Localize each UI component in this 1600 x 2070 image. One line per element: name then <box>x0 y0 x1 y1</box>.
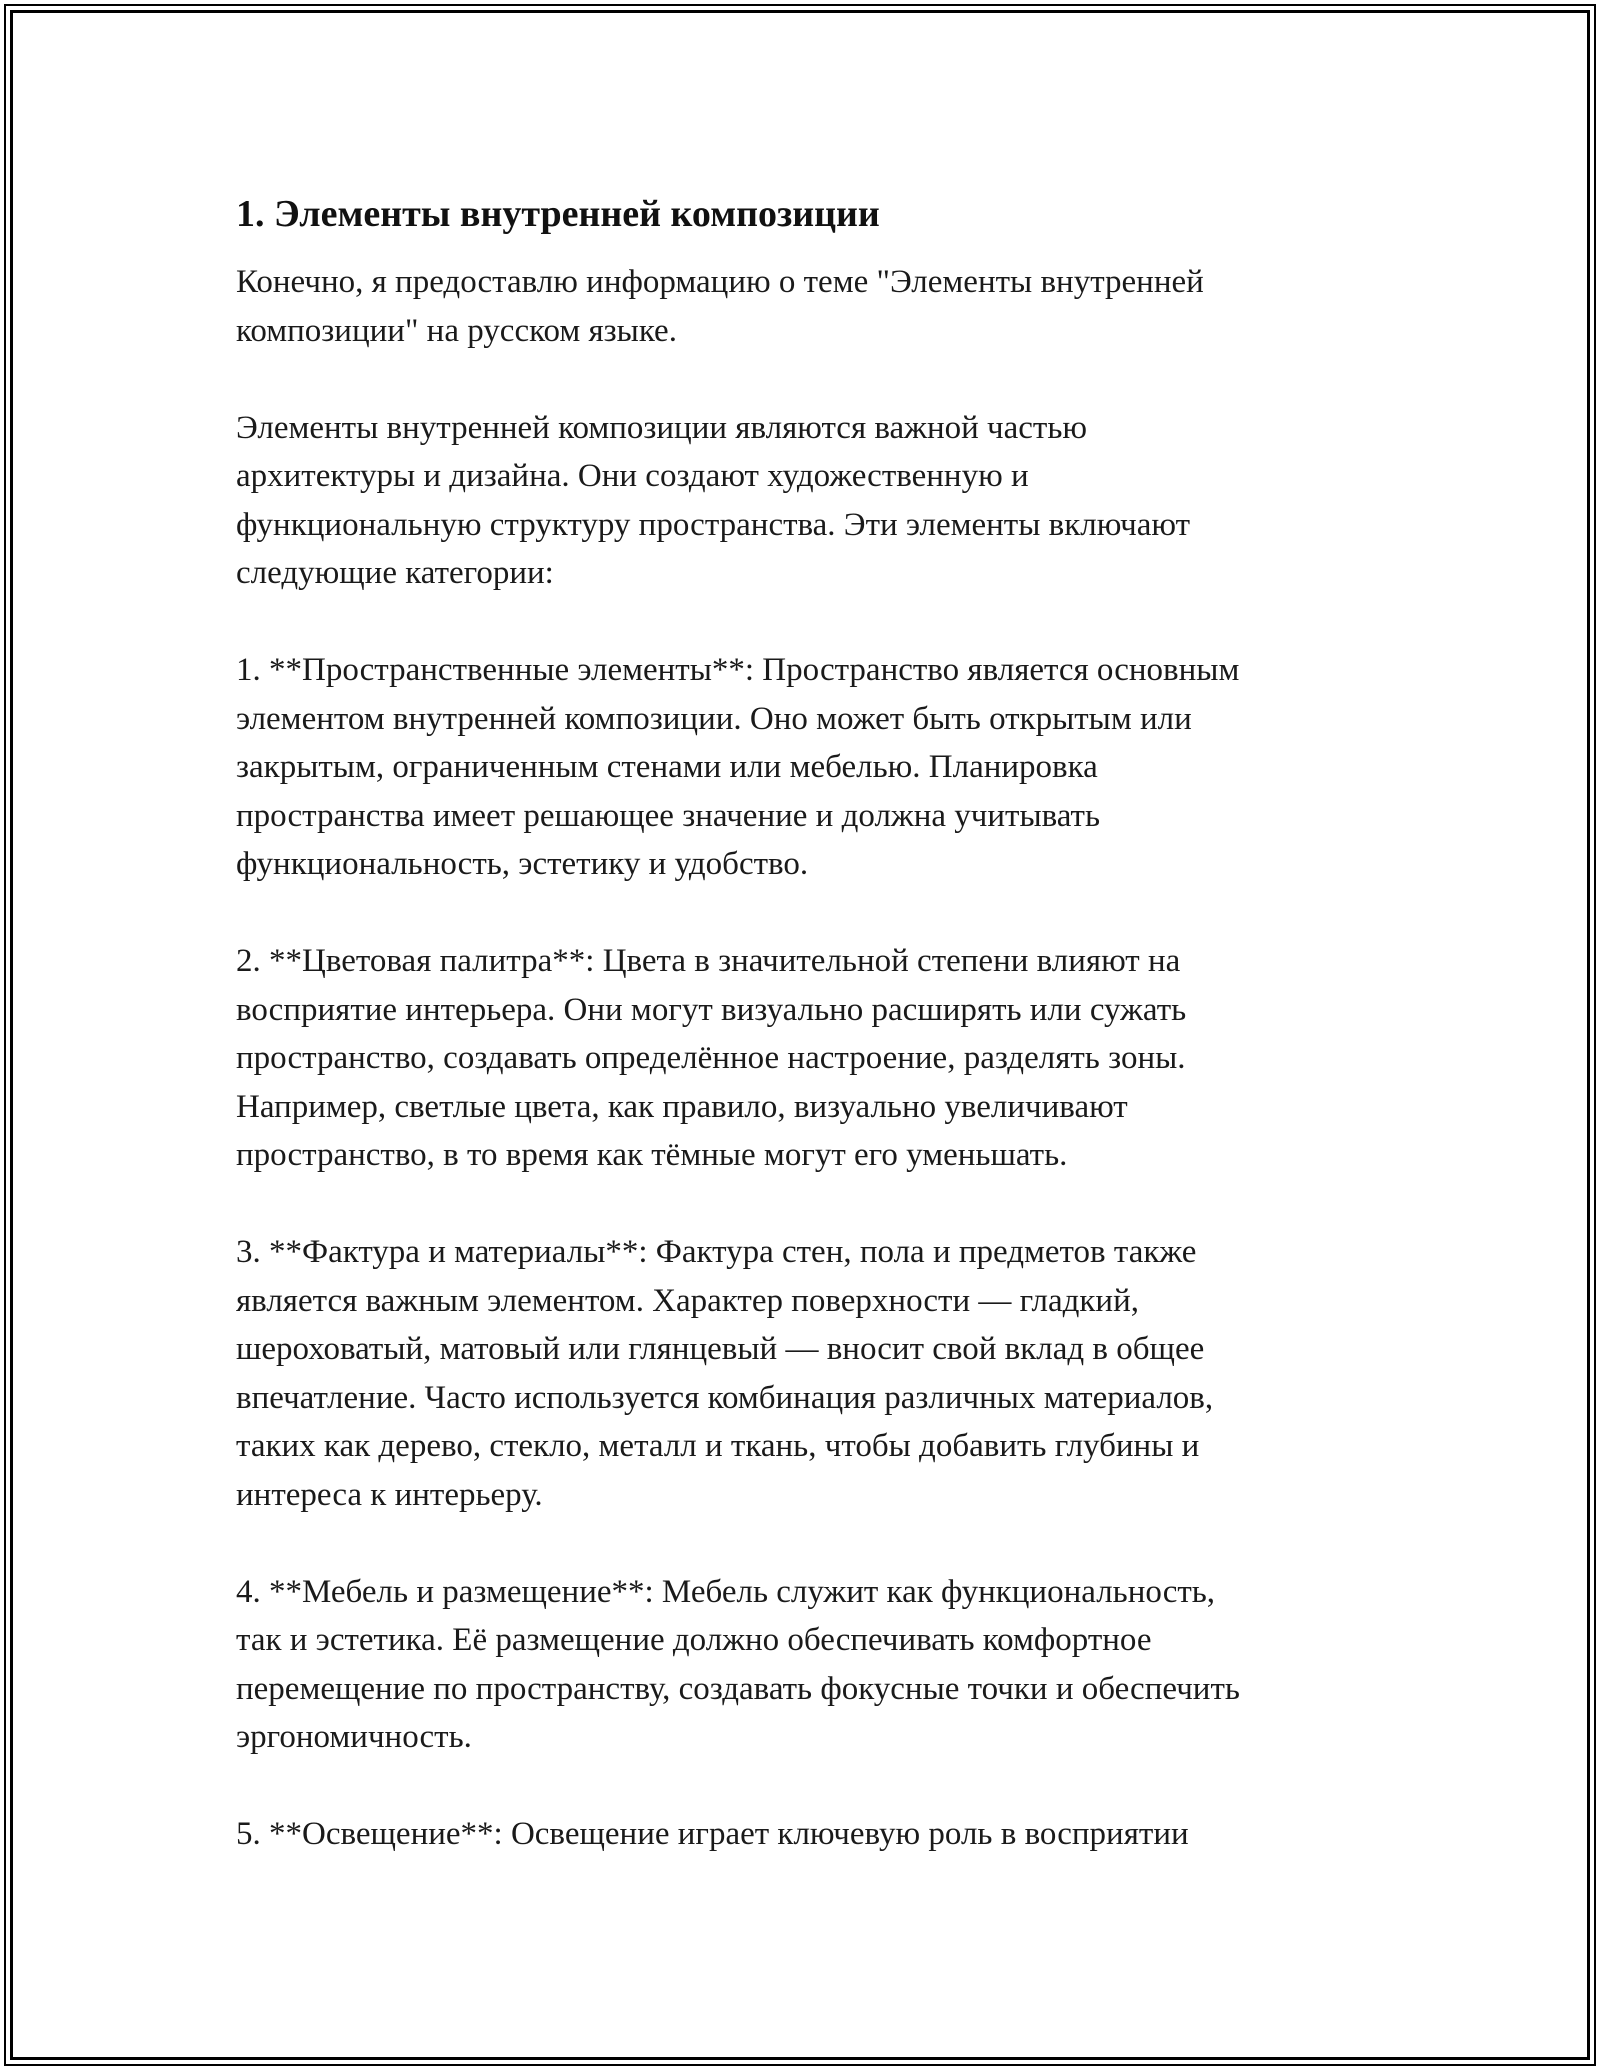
paragraph-overview: Элементы внутренней композиции являются важной частью архитектуры и дизайна. Они создают художественную и функциональную структуру пространства. Эти элементы включают следующие категории: <box>236 409 1191 591</box>
paragraph-intro: Конечно, я предоставлю информацию о теме "Элементы внутренней композиции" на русском языке. <box>236 264 1204 349</box>
document-title: 1. Элементы внутренней композиции <box>236 193 880 235</box>
paragraph-item-3-texture: 3. **Фактура и материалы**: Фактура стен, пола и предметов также является важным элементом. Характер поверхности — гладкий, шероховатый, матовый или глянцевый — вносит свой вклад в общее впечатление. Часто используется комбинация различных материалов, таких как дерево, стекло, металл и ткань, чтобы добавить глубины и интереса к интерьеру. <box>236 1234 1214 1513</box>
paragraph-item-5-lighting: 5. **Освещение**: Освещение играет ключевую роль в восприятии <box>236 1816 1189 1852</box>
document-body <box>236 184 1386 1859</box>
paragraph-item-4-furniture: 4. **Мебель и размещение**: Мебель служит как функциональность, так и эстетика. Её размещение должно обеспечивать комфортное перемещение по пространству, создавать фокусные точки и обеспечить эргономичность. <box>236 1573 1240 1755</box>
paragraph-item-1-spatial: 1. **Пространственные элементы**: Пространство является основным элементом внутренней композиции. Оно может быть открытым или закрытым, ограниченным стенами или мебелью. Планировка пространства имеет решающее значение и должна учитывать функциональность, эстетику и удобство. <box>236 652 1240 882</box>
paragraph-item-2-color: 2. **Цветовая палитра**: Цвета в значительной степени влияют на восприятие интерьера. Они могут визуально расширять или сужать пространство, создавать определённое настроение, разделять зоны. Например, светлые цвета, как правило, визуально увеличивают пространство, в то время как тёмные могут его уменьшать. <box>236 943 1187 1173</box>
